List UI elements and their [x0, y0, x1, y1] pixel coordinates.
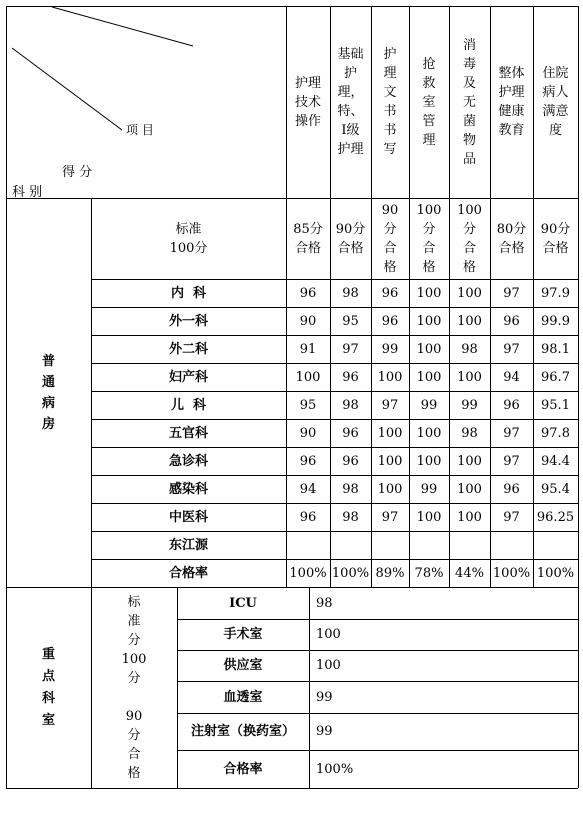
score-cell: 99.9 — [541, 313, 570, 329]
score-cell: 96 — [299, 509, 317, 525]
column-header-rescue-room: 抢 救 室 管 理 — [422, 56, 436, 148]
key-department-standard: 标 准 分 100 分 90 分 合 格 — [121, 594, 147, 781]
score-cell: 94 — [299, 481, 317, 497]
key-department-score: 100 — [316, 658, 341, 673]
score-cell: 100 — [377, 481, 403, 497]
standard-value: 90 分 合 格 — [381, 202, 399, 275]
score-cell: 90 — [299, 313, 317, 329]
score-cell: 95 — [299, 397, 317, 413]
score-cell: 96 — [299, 453, 317, 469]
score-cell: 95.1 — [541, 397, 570, 413]
score-cell: 98 — [342, 481, 359, 497]
score-cell: 100 — [416, 453, 442, 469]
key-department-label: ICU — [229, 595, 257, 611]
score-cell: 97 — [381, 509, 399, 525]
score-cell: 96 — [381, 313, 399, 329]
score-cell: 98 — [342, 397, 359, 413]
score-cell: 100 — [416, 369, 442, 385]
key-department-score: 99 — [316, 724, 333, 739]
score-cell: 100% — [536, 565, 575, 581]
score-cell: 78% — [414, 565, 444, 581]
corner-item-label: 项 目 — [126, 123, 154, 137]
score-cell: 89% — [375, 565, 405, 581]
key-department-label: 注射室（换药室） — [190, 724, 295, 739]
standard-value: 90分 合格 — [540, 221, 571, 256]
key-department-label: 合格率 — [223, 761, 263, 777]
score-cell: 97 — [503, 341, 520, 357]
score-cell: 99 — [420, 481, 438, 497]
score-cell: 95 — [342, 313, 359, 329]
key-department-label: 血透室 — [223, 689, 263, 705]
column-header-satisfaction: 住院 病人 满意 度 — [542, 66, 569, 138]
score-cell: 94 — [503, 369, 520, 385]
row-department-label: 合格率 — [168, 565, 208, 581]
row-department-label: 外二科 — [168, 341, 208, 357]
row-department-label: 妇产科 — [168, 369, 208, 385]
score-cell — [449, 531, 490, 559]
column-header-technique: 护理 技术 操作 — [294, 75, 321, 129]
column-header-health-education: 整体 护理 健康 教育 — [498, 66, 525, 138]
standard-value: 100 分 合 格 — [457, 202, 482, 275]
score-cell: 96 — [503, 397, 520, 413]
key-department-score: 98 — [316, 595, 333, 611]
score-cell: 100 — [457, 285, 482, 301]
score-cell: 100 — [377, 369, 403, 385]
score-cell: 100 — [416, 285, 442, 301]
row-department-label: 感染科 — [168, 481, 208, 497]
score-cell: 100 — [457, 453, 482, 469]
score-cell: 100 — [457, 481, 482, 497]
score-cell: 97 — [503, 285, 520, 301]
score-cell: 97.8 — [541, 425, 570, 441]
row-department-label: 外一科 — [168, 313, 208, 329]
standard-value: 90分 合格 — [335, 221, 366, 256]
score-cell: 97 — [503, 509, 520, 525]
score-cell: 98 — [342, 285, 359, 301]
score-cell: 100 — [377, 453, 403, 469]
column-header-sterilization: 消 毒 及 无 菌 物 品 — [462, 37, 476, 167]
key-department-score: 100 — [316, 627, 341, 642]
score-cell: 95.4 — [541, 481, 570, 497]
corner-score-label: 得 分 — [62, 165, 93, 180]
score-cell: 44% — [455, 565, 484, 581]
score-cell: 100 — [416, 313, 442, 329]
column-header-basic-care: 基础 护 理， 特、 I级 护理 — [337, 47, 364, 157]
score-cell — [330, 531, 371, 559]
score-cell: 90 — [299, 425, 317, 441]
standard-value: 85分 合格 — [293, 221, 323, 256]
score-cell: 97 — [381, 397, 399, 413]
score-cell: 98 — [342, 509, 359, 525]
score-cell: 97 — [342, 341, 359, 357]
score-cell: 99 — [461, 397, 478, 413]
score-cell: 100 — [457, 509, 482, 525]
score-cell: 100 — [416, 425, 442, 441]
row-department-label: 五官科 — [168, 425, 208, 441]
score-cell: 99 — [381, 341, 399, 357]
key-department-score: 100% — [316, 761, 354, 777]
score-cell: 98 — [461, 341, 478, 357]
score-cell: 96 — [503, 313, 520, 329]
corner-department-label: 科 别 — [12, 185, 43, 200]
score-cell: 97.9 — [541, 285, 570, 301]
row-department-label: 中医科 — [168, 509, 208, 525]
score-cell: 100 — [416, 341, 442, 357]
key-department-score: 99 — [316, 689, 333, 705]
score-cell — [490, 531, 533, 559]
row-department-label: 内 科 — [170, 285, 207, 301]
score-cell: 91 — [299, 341, 317, 357]
score-cell: 96 — [503, 481, 520, 497]
score-cell: 100 — [295, 369, 321, 385]
key-department-label: 供应室 — [223, 658, 263, 673]
score-cell: 99 — [420, 397, 438, 413]
score-cell: 100 — [416, 509, 442, 525]
score-cell: 96 — [342, 425, 359, 441]
general-ward-group-label: 普 通 病 房 — [41, 353, 55, 432]
row-department-label: 急诊科 — [168, 453, 208, 469]
score-cell: 97 — [503, 425, 520, 441]
score-cell: 100% — [289, 565, 327, 581]
score-cell: 94.4 — [541, 453, 570, 469]
score-cell: 96 — [342, 453, 359, 469]
standard-label: 标准 100分 — [169, 221, 208, 256]
standard-value: 100 分 合 格 — [416, 202, 442, 275]
score-cell: 100 — [377, 425, 403, 441]
score-cell — [371, 531, 409, 559]
row-department-label: 儿 科 — [170, 397, 207, 413]
row-department-label: 东江源 — [168, 537, 208, 553]
score-cell: 96.7 — [541, 369, 570, 385]
score-cell — [533, 531, 578, 559]
score-cell: 100 — [457, 313, 482, 329]
column-header-documents: 护 理 文 书 书 写 — [383, 47, 397, 157]
score-cell: 96 — [381, 285, 399, 301]
score-cell: 100% — [331, 565, 370, 581]
score-cell: 100% — [492, 565, 531, 581]
score-cell: 96.25 — [536, 509, 575, 525]
score-cell: 97 — [503, 453, 520, 469]
score-cell: 100 — [457, 369, 482, 385]
score-cell — [286, 531, 330, 559]
key-department-label: 手术室 — [223, 627, 263, 642]
score-cell: 98 — [461, 425, 478, 441]
score-cell: 96 — [342, 369, 359, 385]
corner-diagonals — [0, 0, 290, 200]
score-cell: 98.1 — [541, 341, 570, 357]
standard-value: 80分 合格 — [496, 221, 527, 256]
score-cell: 96 — [299, 285, 317, 301]
score-cell — [409, 531, 449, 559]
key-department-group-label: 重 点 科 室 — [41, 646, 55, 728]
